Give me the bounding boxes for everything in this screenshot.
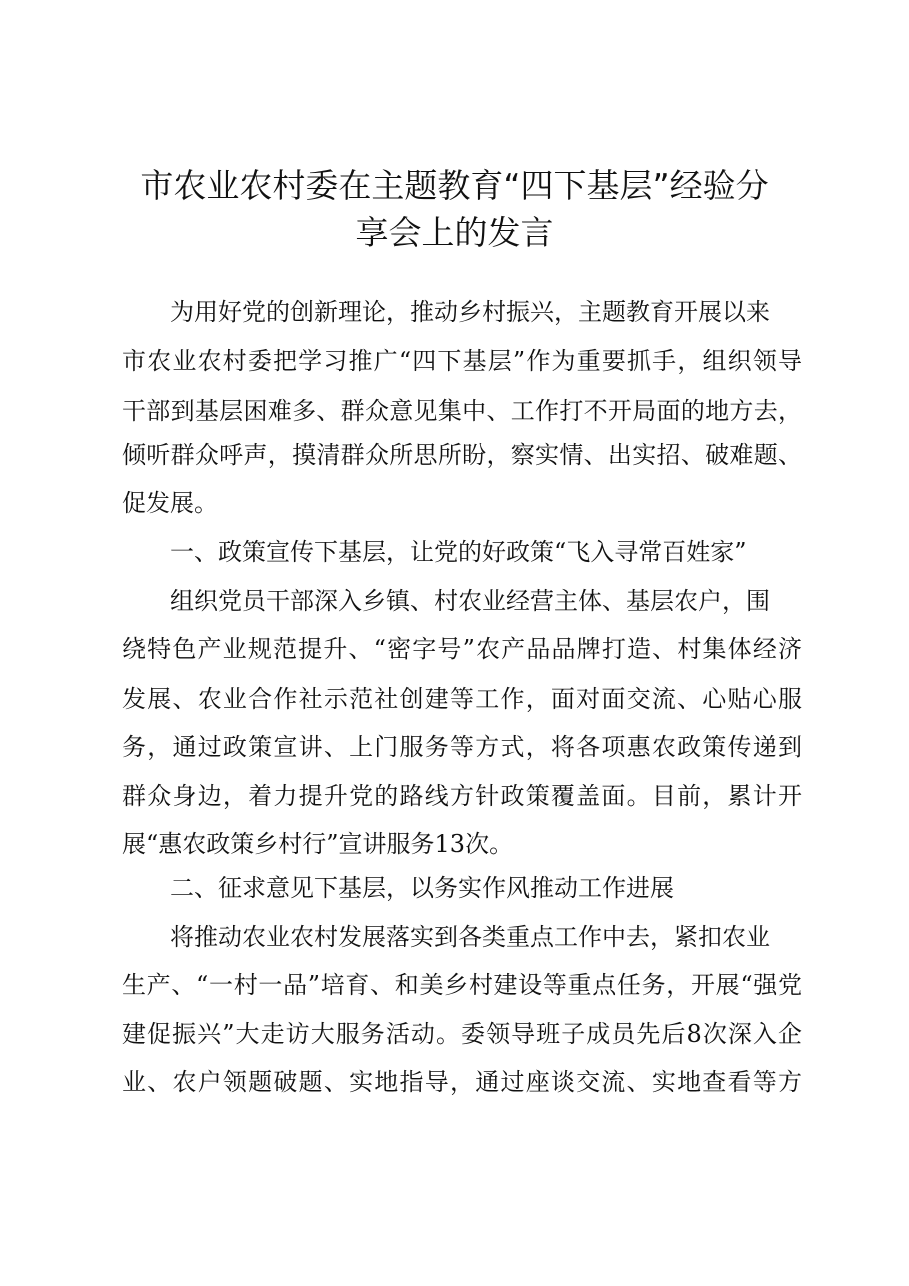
paragraph-intro-line-3: 干部到基层困难多、群众意见集中、工作打不开局面的地方去， — [122, 397, 802, 425]
paragraph-section1-line-6: 展“惠农政策乡村行”宣讲服务13次。 — [122, 830, 514, 858]
section-heading-1: 一、政策宣传下基层，让党的好政策“飞入寻常百姓家” — [170, 538, 747, 566]
section-heading-2: 二、征求意见下基层，以务实作风推动工作进展 — [170, 874, 674, 902]
document-title-line-1: 市农业农村委在主题教育“四下基层”经验分 — [140, 166, 769, 205]
document-title-line-2: 享会上的发言 — [355, 213, 554, 252]
paragraph-section1-line-4: 务，通过政策宣讲、上门服务等方式，将各项惠农政策传递到 — [122, 733, 802, 761]
paragraph-section1-line-5: 群众身边，着力提升党的路线方针政策覆盖面。目前，累计开 — [122, 782, 802, 810]
paragraph-intro-line-1: 为用好党的创新理论，推动乡村振兴，主题教育开展以来 — [170, 298, 770, 326]
paragraph-section2-line-2: 生产、“一村一品”培育、和美乡村建设等重点任务，开展“强党 — [122, 971, 802, 999]
paragraph-section1-line-2: 绕特色产业规范提升、“密字号”农产品品牌打造、村集体经济 — [122, 635, 802, 663]
paragraph-intro-line-2: 市农业农村委把学习推广“四下基层”作为重要抓手，组织领导 — [122, 347, 802, 375]
paragraph-intro-line-4: 倾听群众呼声，摸清群众所思所盼，察实情、出实招、破难题、 — [122, 441, 802, 469]
paragraph-section2-line-3: 建促振兴”大走访大服务活动。委领导班子成员先后8次深入企 — [122, 1020, 802, 1048]
paragraph-section1-line-3: 发展、农业合作社示范社创建等工作，面对面交流、心贴心服 — [122, 685, 802, 713]
paragraph-section1-line-1: 组织党员干部深入乡镇、村农业经营主体、基层农户，围 — [170, 587, 770, 615]
paragraph-section2-line-1: 将推动农业农村发展落实到各类重点工作中去，紧扣农业 — [170, 923, 770, 951]
paragraph-section2-line-4: 业、农户领题破题、实地指导，通过座谈交流、实地查看等方 — [122, 1068, 802, 1096]
paragraph-intro-line-5: 促发展。 — [122, 489, 218, 517]
